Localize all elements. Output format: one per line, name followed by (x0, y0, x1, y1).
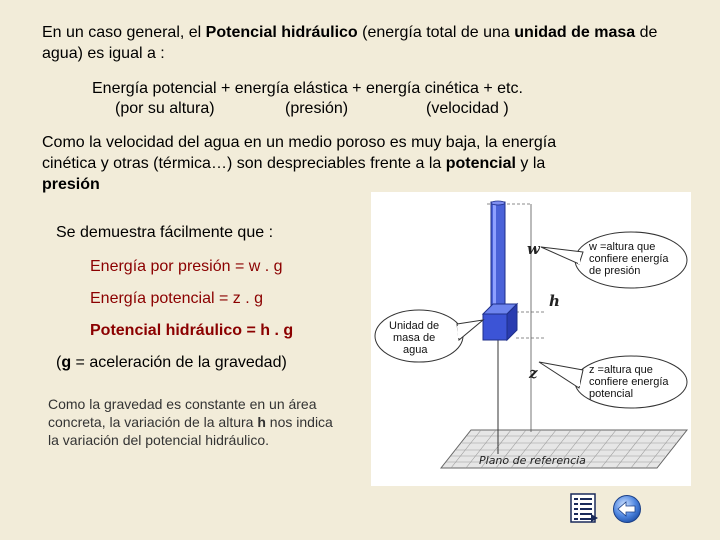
bubble-w-tail (541, 247, 583, 264)
hydraulic-potential-diagram (371, 192, 691, 486)
formula-potencial: Energía potencial = z . g (90, 290, 263, 307)
note-elastica: (presión) (285, 100, 349, 117)
tube-highlight (493, 204, 496, 304)
intro-paragraph: En un caso general, el Potencial hidráulico (energía total de una unidad de masa de agua) es igual a : (42, 24, 658, 62)
term-presion: presión (42, 176, 100, 193)
formula-presion: Energía por presión = w . g (90, 258, 283, 275)
label-z: z (529, 364, 538, 382)
diagram-svg (371, 192, 691, 486)
back-button[interactable] (612, 494, 642, 524)
label-w: w (527, 240, 540, 258)
gravity-explanation: Como la gravedad es constante en un área concreta, la variación de la altura h nos indica la variación del potencial hidráulico. (48, 396, 333, 448)
label-h: h (549, 292, 560, 310)
plane-label: Plano de referencia (479, 454, 586, 467)
formula-hidraulico: Potencial hidráulico = h . g (90, 322, 294, 339)
tube-top (491, 201, 505, 205)
term-potencial: potencial (445, 155, 516, 172)
energy-equation: Energía potencial + energía elástica + energía cinética + etc. (92, 80, 523, 97)
term-potencial-hidraulico: Potencial hidráulico (205, 24, 358, 41)
bubble-w-text: w =altura que confiere energía de presión (589, 241, 669, 277)
velocity-paragraph: Como la velocidad del agua en un medio poroso es muy baja, la energía cinética y otras (térmica…) son despreciables frente a la potencial y la presión (42, 132, 692, 195)
cube-front (483, 314, 507, 340)
bubble-unit-tail (457, 320, 483, 340)
index-list-icon (569, 492, 599, 524)
bubble-z-text: z =altura que confiere energía potencial (589, 364, 669, 400)
index-button[interactable] (569, 492, 599, 524)
gravity-note: (g = aceleración de la gravedad) (56, 354, 287, 371)
note-potencial: (por su altura) (115, 100, 215, 117)
back-arrow-icon (612, 494, 642, 524)
bubble-unit-text: Unidad de masa de agua (389, 320, 440, 356)
note-cinetica: (velocidad ) (426, 100, 509, 117)
demo-intro: Se demuestra fácilmente que : (56, 224, 274, 241)
term-unidad-de-masa: unidad de masa (514, 24, 636, 41)
bubble-z-tail (539, 362, 583, 388)
